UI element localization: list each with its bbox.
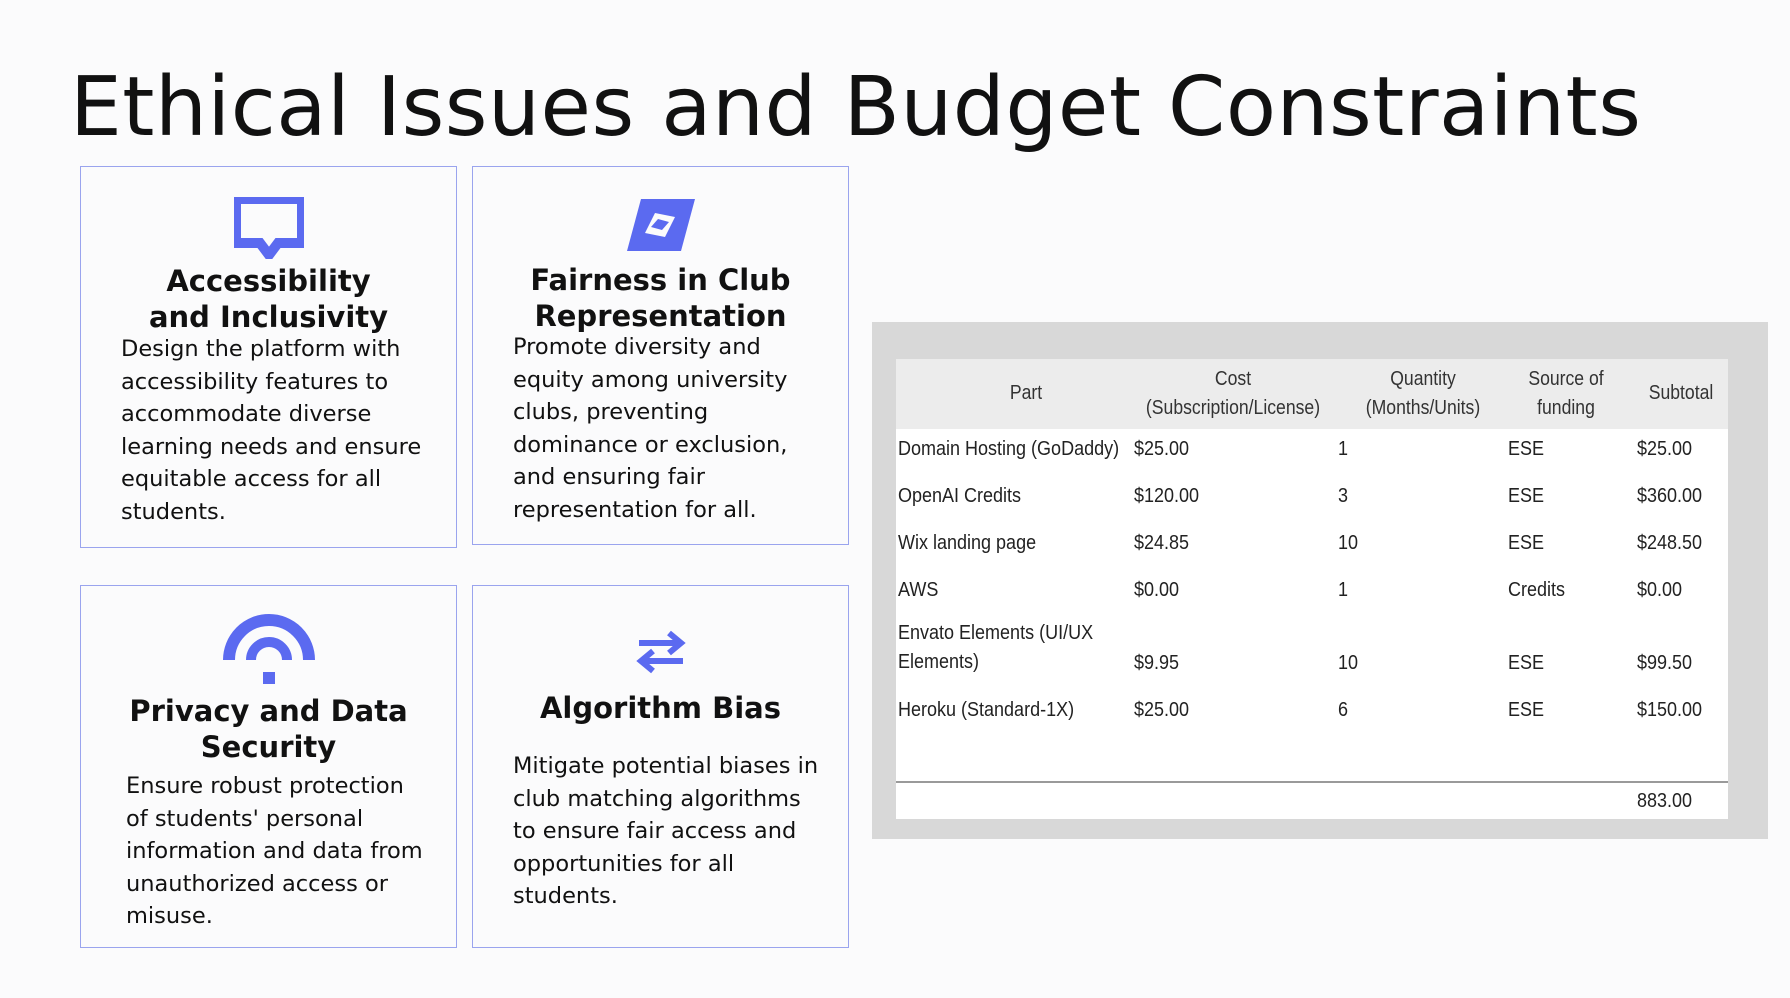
speech-bubble-icon bbox=[81, 197, 456, 259]
cell-subtotal: $0.00 bbox=[1637, 579, 1683, 601]
cell-part: AWS bbox=[898, 579, 939, 601]
budget-table-frame bbox=[872, 322, 1768, 839]
cell-part: Envato Elements (UI/UX Elements) bbox=[898, 622, 1094, 673]
card-accessibility bbox=[80, 166, 457, 548]
card-body: Promote diversity and equity among university clubs, preventing dominance or exclusion, and ensuring fair representation for all. bbox=[513, 334, 788, 523]
card-algorithm-bias bbox=[472, 585, 849, 948]
cell-cost: $25.00 bbox=[1134, 438, 1190, 460]
cell-qty: 1 bbox=[1338, 579, 1349, 601]
card-body: Design the platform with accessibility features to accommodate diverse learning needs and ensure equitable access for all students. bbox=[121, 336, 422, 525]
cell-cost: $25.00 bbox=[1134, 699, 1190, 721]
cell-cost: $9.95 bbox=[1134, 652, 1180, 674]
cell-subtotal: $99.50 bbox=[1637, 652, 1693, 674]
cell-qty: 1 bbox=[1338, 438, 1349, 460]
compass-icon bbox=[473, 197, 848, 253]
card-title: Privacy and Data Security bbox=[129, 694, 408, 764]
card-fairness bbox=[472, 166, 849, 545]
cell-source: ESE bbox=[1508, 699, 1545, 721]
slide-title: Ethical Issues and Budget Constraints bbox=[70, 60, 1642, 155]
header-subtotal: Subtotal bbox=[1648, 382, 1714, 404]
cell-qty: 10 bbox=[1338, 532, 1359, 554]
cell-source: Credits bbox=[1508, 579, 1566, 601]
header-cost: Cost (Subscription/License) bbox=[1145, 368, 1321, 419]
card-title: Algorithm Bias bbox=[539, 691, 781, 725]
cell-cost: $0.00 bbox=[1134, 579, 1180, 601]
card-body: Ensure robust protection of students' personal information and data from unauthorized access or misuse. bbox=[126, 773, 423, 929]
header-quantity: Quantity (Months/Units) bbox=[1365, 368, 1481, 419]
card-title: Fairness in Club Representation bbox=[530, 263, 791, 333]
budget-table bbox=[896, 359, 1728, 819]
cell-part: Heroku (Standard-1X) bbox=[898, 699, 1075, 721]
swap-arrows-icon bbox=[473, 630, 848, 674]
cell-subtotal: $248.50 bbox=[1637, 532, 1703, 554]
cell-total: 883.00 bbox=[1637, 790, 1693, 812]
cell-subtotal: $25.00 bbox=[1637, 438, 1693, 460]
header-source: Source of funding bbox=[1528, 368, 1604, 419]
cell-source: ESE bbox=[1508, 652, 1545, 674]
card-body: Mitigate potential biases in club matching algorithms to ensure fair access and opportunities for all students. bbox=[513, 753, 819, 909]
cell-subtotal: $150.00 bbox=[1637, 699, 1703, 721]
cell-qty: 6 bbox=[1338, 699, 1349, 721]
header-part: Part bbox=[1009, 382, 1043, 404]
cell-qty: 10 bbox=[1338, 652, 1359, 674]
cell-source: ESE bbox=[1508, 485, 1545, 507]
cell-source: ESE bbox=[1508, 532, 1545, 554]
card-title: Accessibility and Inclusivity bbox=[148, 264, 389, 334]
cell-part: OpenAI Credits bbox=[898, 485, 1022, 507]
cell-source: ESE bbox=[1508, 438, 1545, 460]
cell-cost: $120.00 bbox=[1134, 485, 1200, 507]
cell-part: Domain Hosting (GoDaddy) bbox=[898, 438, 1120, 460]
card-privacy bbox=[80, 585, 457, 948]
cell-cost: $24.85 bbox=[1134, 532, 1190, 554]
signal-icon bbox=[81, 614, 456, 686]
cell-part: Wix landing page bbox=[898, 532, 1037, 554]
table-header bbox=[896, 359, 1728, 429]
cell-qty: 3 bbox=[1338, 485, 1349, 507]
total-divider bbox=[896, 781, 1728, 783]
cell-subtotal: $360.00 bbox=[1637, 485, 1703, 507]
